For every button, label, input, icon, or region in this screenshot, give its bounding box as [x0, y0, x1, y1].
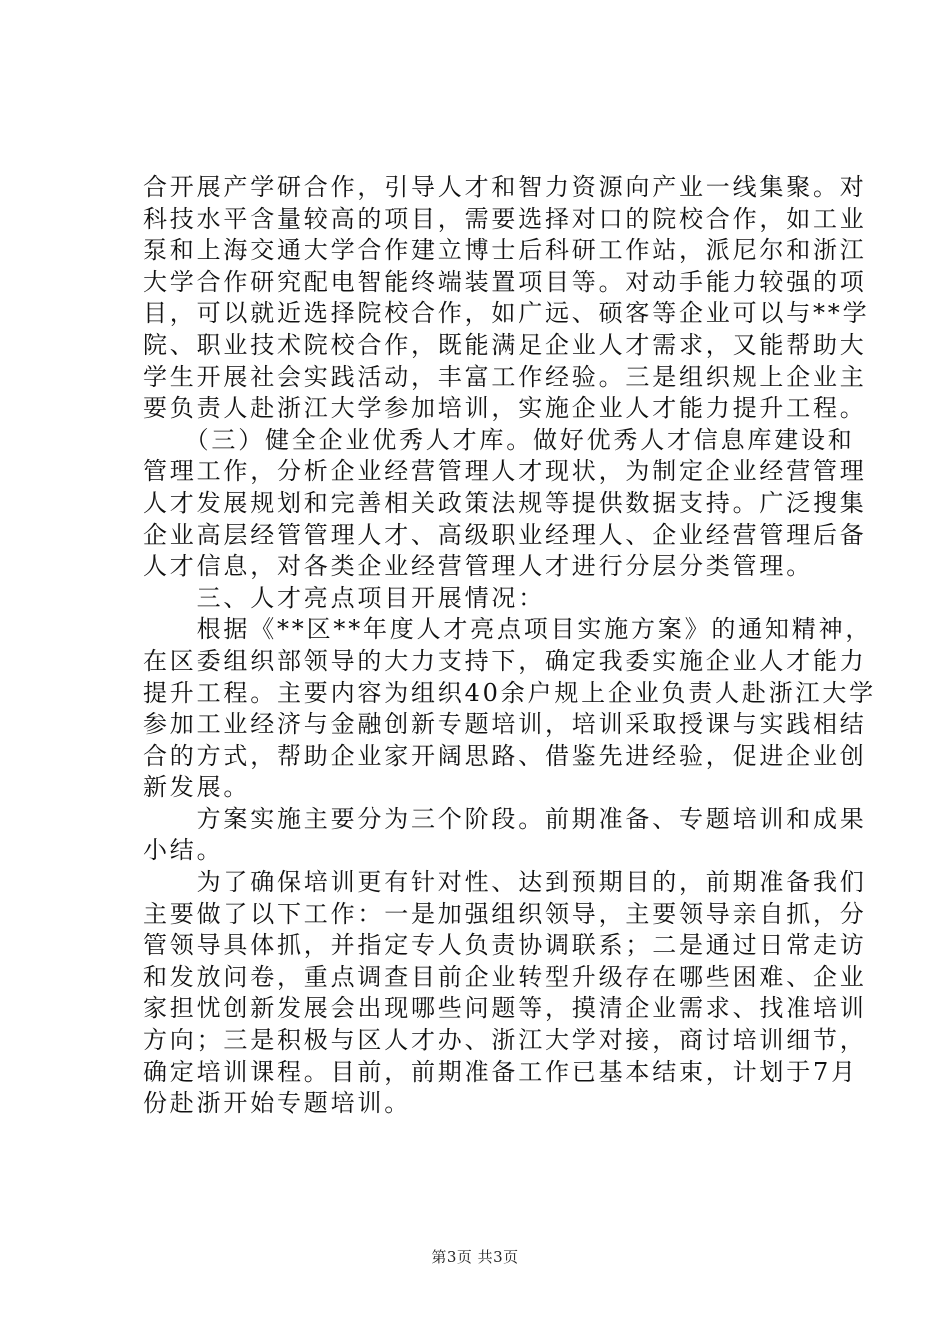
text-line: 学生开展社会实践活动，丰富工作经验。三是组织规上企业主 — [143, 362, 867, 391]
text-line: 泵和上海交通大学合作建立博士后科研工作站，派尼尔和浙江 — [143, 236, 867, 265]
text-line: 在区委组织部领导的大力支持下，确定我委实施企业人才能力 — [143, 646, 867, 675]
text-line: 管理工作，分析企业经营管理人才现状，为制定企业经营管理 — [143, 457, 867, 486]
text-line: 院、职业技术院校合作，既能满足企业人才需求，又能帮助大 — [143, 330, 867, 359]
text-line: 管领导具体抓，并指定专人负责协调联系；二是通过日常走访 — [143, 931, 867, 960]
text-line: 要负责人赴浙江大学参加培训，实施企业人才能力提升工程。 — [143, 394, 867, 423]
text-line: 提升工程。主要内容为组织40余户规上企业负责人赴浙江大学 — [143, 678, 876, 707]
document-body — [143, 172, 876, 1120]
text-line: （三）健全企业优秀人才库。做好优秀人才信息库建设和 — [143, 425, 855, 454]
text-line: 目，可以就近选择院校合作，如广远、硕客等企业可以与**学 — [143, 299, 870, 328]
text-line: 科技水平含量较高的项目，需要选择对口的院校合作，如工业 — [143, 204, 867, 233]
text-line: 新发展。 — [143, 773, 251, 802]
text-line: 份赴浙开始专题培训。 — [143, 1089, 411, 1118]
text-line: 合的方式，帮助企业家开阔思路、借鉴先进经验，促进企业创 — [143, 741, 867, 770]
page-number-footer: 第3页 共3页 — [431, 1248, 519, 1266]
section-heading: 三、人才亮点项目开展情况： — [143, 583, 545, 612]
text-line: 家担忧创新发展会出现哪些问题等，摸清企业需求、找准培训 — [143, 994, 867, 1023]
text-line: 人才发展规划和完善相关政策法规等提供数据支持。广泛搜集 — [143, 488, 867, 517]
text-line: 确定培训课程。目前，前期准备工作已基本结束，计划于7月 — [143, 1057, 858, 1086]
text-line: 人才信息，对各类企业经营管理人才进行分层分类管理。 — [143, 552, 813, 581]
text-line: 小结。 — [143, 836, 224, 865]
text-line: 方案实施主要分为三个阶段。前期准备、专题培训和成果 — [143, 804, 867, 833]
text-line: 参加工业经济与金融创新专题培训，培训采取授课与实践相结 — [143, 710, 867, 739]
text-line: 企业高层经管管理人才、高级职业经理人、企业经营管理后备 — [143, 520, 867, 549]
text-line: 主要做了以下工作：一是加强组织领导，主要领导亲自抓，分 — [143, 899, 867, 928]
text-line: 和发放问卷，重点调查目前企业转型升级存在哪些困难、企业 — [143, 962, 867, 991]
text-line: 根据《**区**年度人才亮点项目实施方案》的通知精神， — [143, 615, 873, 644]
text-line: 方向；三是积极与区人才办、浙江大学对接，商讨培训细节， — [143, 1026, 867, 1055]
text-line: 为了确保培训更有针对性、达到预期目的，前期准备我们 — [143, 868, 867, 897]
text-line: 合开展产学研合作，引导人才和智力资源向产业一线集聚。对 — [143, 173, 867, 201]
text-line: 大学合作研究配电智能终端装置项目等。对动手能力较强的项 — [143, 267, 867, 296]
